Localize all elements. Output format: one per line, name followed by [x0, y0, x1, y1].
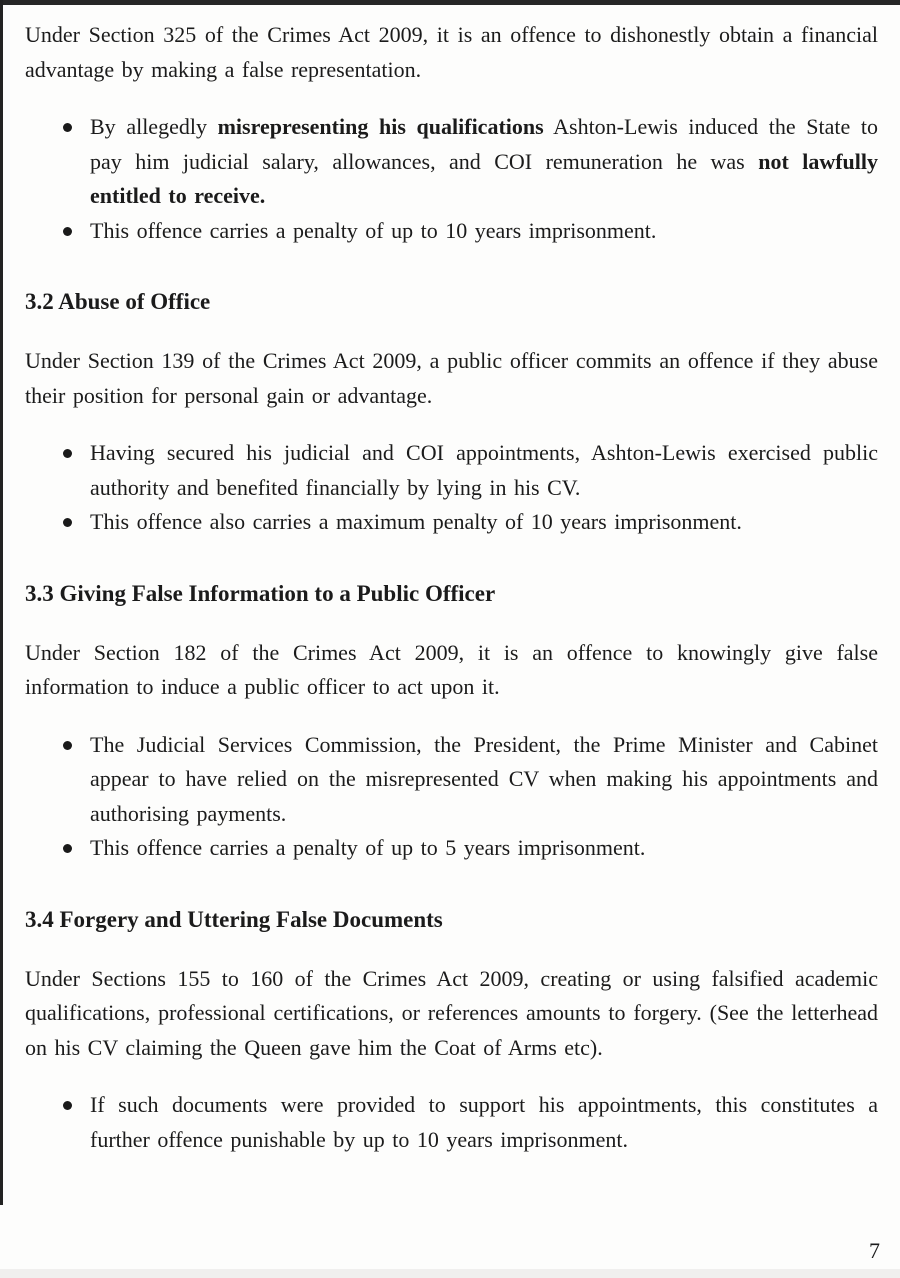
section-paragraph: Under Section 182 of the Crimes Act 2009, it is an offence to knowingly give false information to induce a public officer to act upon it. — [25, 639, 878, 699]
section-paragraph: Under Section 139 of the Crimes Act 2009, a public officer commits an offence if they abuse their position for personal gain or advantage. — [25, 348, 878, 408]
list-item: Having secured his judicial and COI appointments, Ashton-Lewis exercised public authority and benefited financially by lying in his CV. — [25, 436, 878, 505]
section-heading-false-information: 3.3 Giving False Information to a Public Officer — [25, 580, 496, 606]
list-item: This offence carries a penalty of up to 5 years imprisonment. — [25, 831, 878, 866]
section-bullet-list — [25, 728, 878, 866]
section-heading-abuse-of-office: 3.2 Abuse of Office — [25, 289, 211, 314]
section-paragraph: Under Sections 155 to 160 of the Crimes Act 2009, creating or using falsified academic qualifications, professional certifications, or references amounts to forgery. (See the letterhead on his CV claiming the Queen gave him the Coat of Arms etc). — [25, 965, 878, 1060]
intro-paragraph: Under Section 325 of the Crimes Act 2009, it is an offence to dishonestly obtain a financial advantage by making a false representation. — [25, 22, 878, 82]
list-item — [25, 110, 878, 214]
page-number: 7 — [869, 1238, 880, 1263]
list-item: This offence carries a penalty of up to 10 years imprisonment. — [25, 214, 878, 249]
intro-bullet-list — [25, 110, 878, 248]
scan-edge-bottom — [0, 1269, 900, 1278]
bullet-text: Ashton-Lewis induced the State to pay him judicial salary, allowances, and COI remuneration he was — [90, 114, 878, 174]
list-item: If such documents were provided to support his appointments, this constitutes a further offence punishable by up to 10 years imprisonment. — [25, 1088, 878, 1157]
section-bullet-list — [25, 1088, 878, 1157]
section-bullet-list — [25, 436, 878, 540]
bullet-text: By allegedly — [90, 114, 218, 139]
list-item: The Judicial Services Commission, the President, the Prime Minister and Cabinet appear to have relied on the misrepresented CV when making his appointments and authorising payments. — [25, 728, 878, 832]
list-item: This offence also carries a maximum penalty of 10 years imprisonment. — [25, 505, 878, 540]
bullet-text-bold: misrepresenting his qualifications — [217, 114, 544, 139]
bullet-text-bold: not lawfully entitled to receive. — [90, 148, 878, 208]
section-heading-forgery: 3.4 Forgery and Uttering False Documents — [25, 906, 443, 932]
